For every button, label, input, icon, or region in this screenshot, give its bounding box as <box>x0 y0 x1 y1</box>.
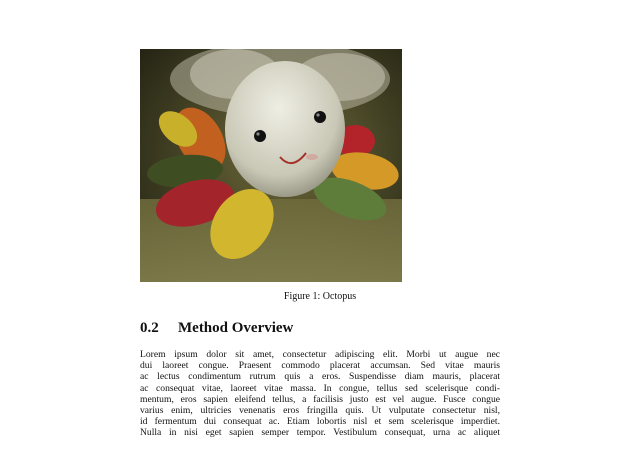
body-paragraph <box>140 349 500 439</box>
paragraph-line: varius enim, ultricies venenatis eros fringilla quis. Ut vulputate consectetur nisl, <box>140 404 500 416</box>
section-number: 0.2 <box>140 320 159 336</box>
paragraph-line: id fermentum dui consequat ac. Etiam lobortis nisl et sem scelerisque imperdiet. <box>140 416 500 428</box>
paragraph-line: dui laoreet congue. Praesent commodo placerat accumsan. Sed vitae mauris <box>140 360 500 372</box>
paragraph-line: ac lectus condimentum rutrum quis a eros. Suspendisse diam mauris, placerat <box>140 371 500 383</box>
section-heading <box>140 320 293 337</box>
paragraph-line: mentum, eros sapien eleifend tellus, a facilisis justo est vel augue. Fusce congue <box>140 393 500 405</box>
figure-caption: Figure 1: Octopus <box>283 291 357 302</box>
section-title: Method Overview <box>178 320 294 336</box>
paragraph-line: ac consequat vitae, laoreet vitae massa. In congue, tellus sed scelerisque condi- <box>140 382 500 394</box>
octopus-figure <box>140 49 402 282</box>
octopus-photo <box>140 49 402 282</box>
paragraph-line: Nulla in nisi eget sapien semper tempor. Vestibulum consequat, urna ac aliquet <box>140 427 500 439</box>
paragraph-line: Lorem ipsum dolor sit amet, consectetur adipiscing elit. Morbi ut augue nec <box>140 349 500 360</box>
